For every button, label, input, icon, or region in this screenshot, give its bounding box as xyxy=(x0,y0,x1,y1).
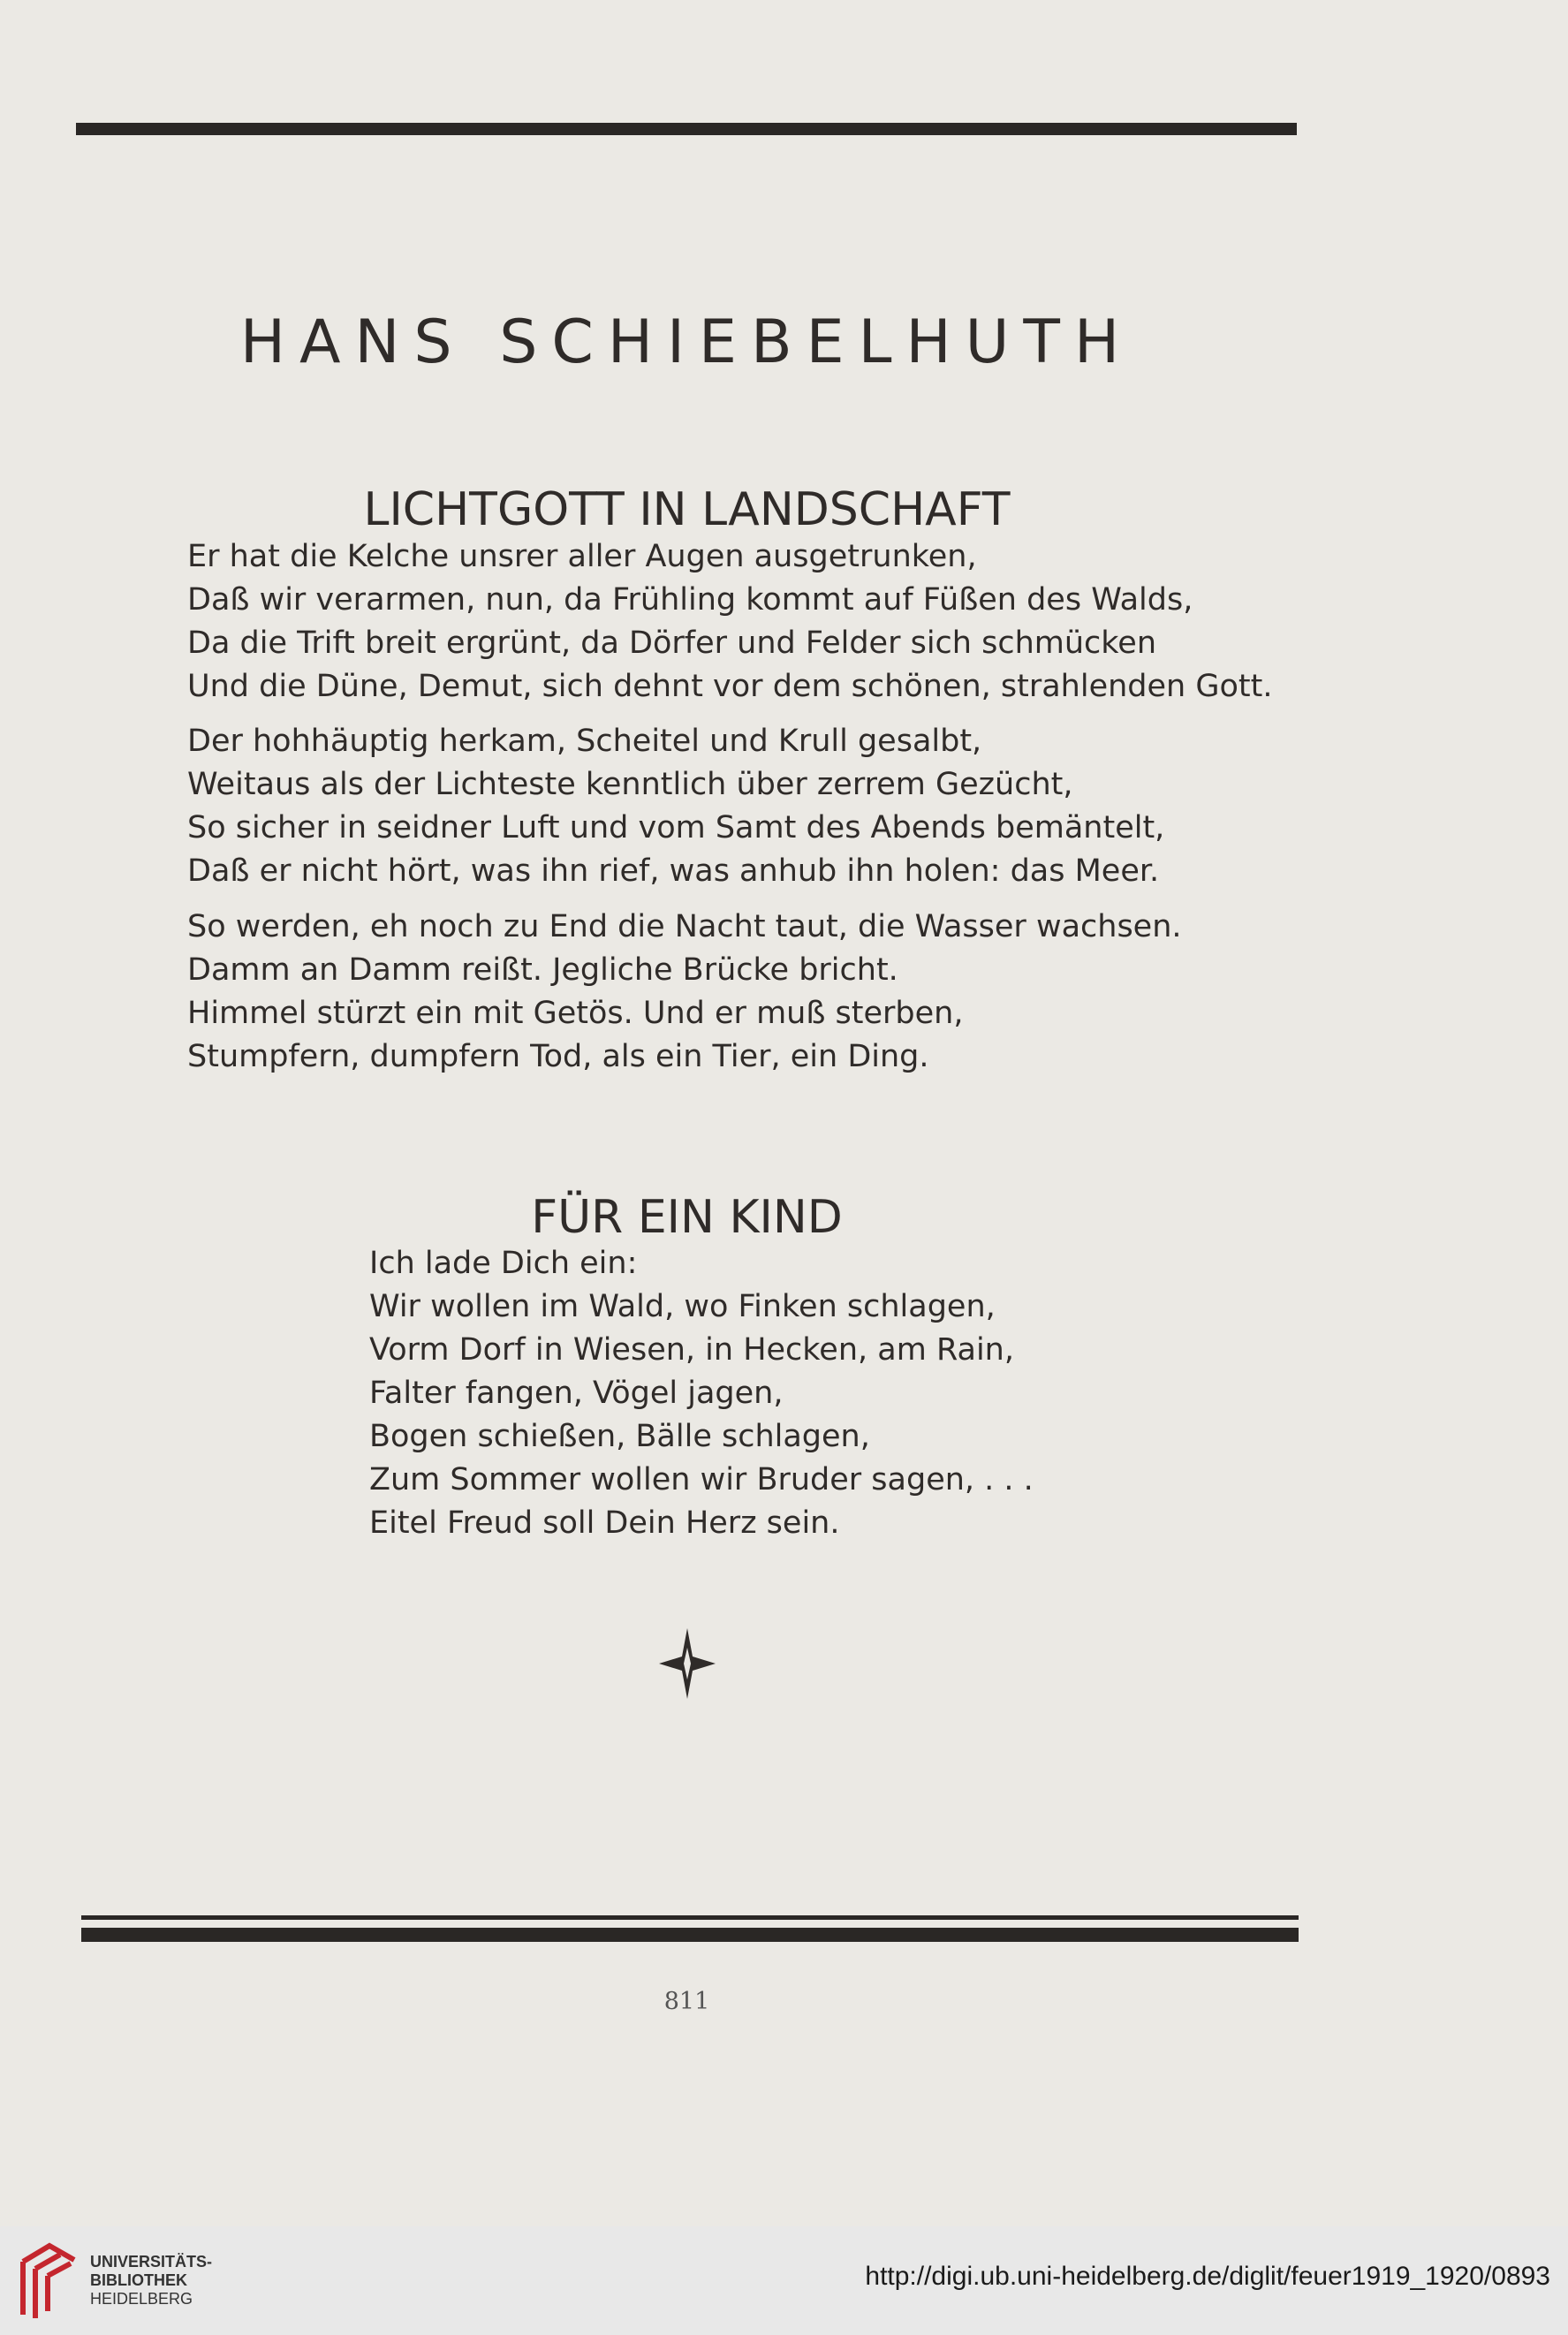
verse-line: Ich lade Dich ein: xyxy=(369,1246,638,1281)
page-number: 811 xyxy=(663,1988,710,2015)
poem-title: LICHTGOTT IN LANDSCHAFT xyxy=(363,483,1011,537)
verse-line: So sicher in seidner Luft und vom Samt des Abends bemäntelt, xyxy=(187,810,1165,845)
bottom-rule-thin xyxy=(81,1915,1299,1920)
bottom-rule-thick xyxy=(81,1928,1299,1942)
verse-line: Eitel Freud soll Dein Herz sein. xyxy=(369,1505,840,1541)
verse-line: Daß wir verarmen, nun, da Frühling kommt auf Füßen des Walds, xyxy=(187,582,1193,618)
stanza xyxy=(187,535,1272,709)
verse-line: Damm an Damm reißt. Jegliche Brücke bricht. xyxy=(187,952,898,988)
verse-line: Und die Düne, Demut, sich dehnt vor dem schönen, strahlenden Gott. xyxy=(187,669,1273,704)
star-ornament-icon xyxy=(659,1628,716,1699)
poem-title: FÜR EIN KIND xyxy=(531,1191,843,1245)
library-name-line: BIBLIOTHEK xyxy=(90,2271,187,2289)
library-name-line: UNIVERSITÄTS- xyxy=(90,2253,213,2271)
stanza xyxy=(369,1242,1034,1545)
verse-line: Zum Sommer wollen wir Bruder sagen, . . . xyxy=(369,1462,1034,1497)
verse-line: Stumpfern, dumpfern Tod, als ein Tier, ein Ding. xyxy=(187,1039,929,1074)
verse-line: Falter fangen, Vögel jagen, xyxy=(369,1376,784,1411)
author-name: HANS SCHIEBELHUTH xyxy=(239,307,1134,377)
library-name xyxy=(90,2253,212,2308)
verse-line: So werden, eh noch zu End die Nacht taut, die Wasser wachsen. xyxy=(187,909,1182,944)
verse-line: Himmel stürzt ein mit Getös. Und er muß sterben, xyxy=(187,996,964,1031)
source-url[interactable]: http://digi.ub.uni-heidelberg.de/diglit/feuer1919_1920/0893 xyxy=(865,2262,1550,2291)
verse-line: Daß er nicht hört, was ihn rief, was anhub ihn holen: das Meer. xyxy=(187,853,1160,889)
verse-line: Der hohhäuptig herkam, Scheitel und Krull gesalbt, xyxy=(187,724,982,759)
library-logo-icon xyxy=(16,2237,81,2324)
stanza xyxy=(187,720,1164,893)
verse-line: Bogen schießen, Bälle schlagen, xyxy=(369,1419,870,1454)
verse-line: Weitaus als der Lichteste kenntlich über zerrem Gezücht, xyxy=(187,767,1073,802)
top-rule xyxy=(76,123,1297,135)
stanza xyxy=(187,906,1182,1079)
verse-line: Wir wollen im Wald, wo Finken schlagen, xyxy=(369,1289,996,1324)
verse-line: Da die Trift breit ergrünt, da Dörfer und Felder sich schmücken xyxy=(187,625,1157,661)
library-name-line: HEIDELBERG xyxy=(90,2290,193,2308)
verse-line: Er hat die Kelche unsrer aller Augen ausgetrunken, xyxy=(187,539,977,574)
verse-line: Vorm Dorf in Wiesen, in Hecken, am Rain, xyxy=(369,1332,1014,1368)
